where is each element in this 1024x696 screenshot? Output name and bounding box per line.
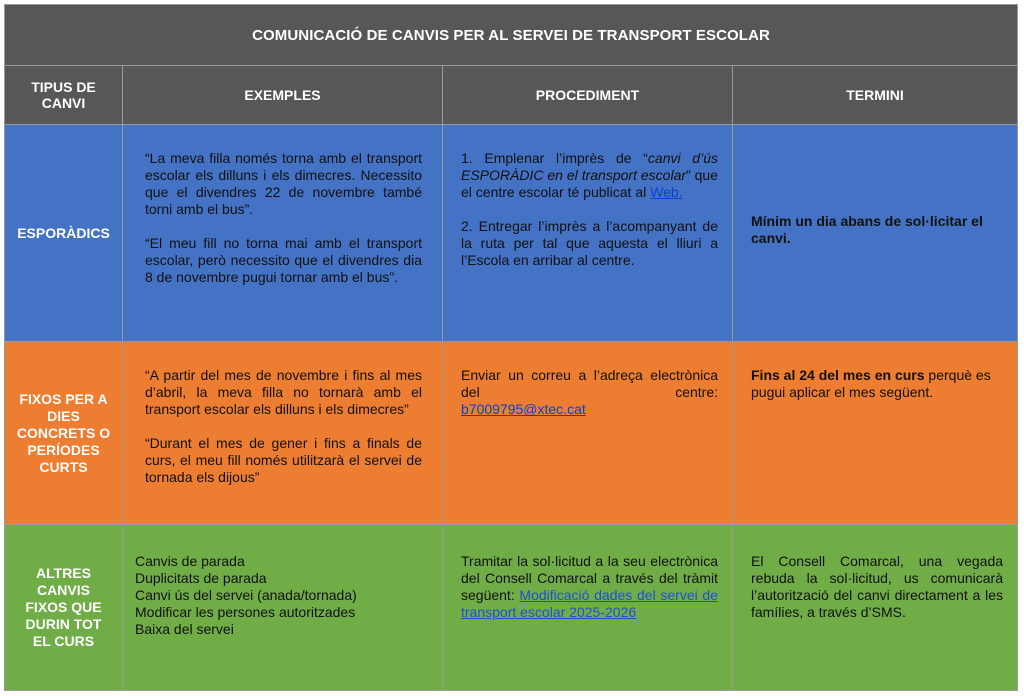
procedure-esporadics bbox=[443, 125, 733, 342]
procedure-step-1-text: 1. Emplenar l’imprès de “ bbox=[461, 150, 648, 167]
label-fixos-curts: FIXOS PER A DIES CONCRETS O PERÍODES CURTS bbox=[5, 342, 123, 524]
example-2: “Durant el mes de gener i fins a finals de curs, el meu fill només utilitzarà el servei de tornada els dijous” bbox=[145, 435, 422, 486]
example-1: “A partir del mes de novembre i fins al mes d’abril, la meva filla no tornarà amb el transport escolar els dilluns i els dimecres” bbox=[145, 367, 422, 418]
header-procediment: PROCEDIMENT bbox=[443, 66, 733, 125]
header-exemples: EXEMPLES bbox=[123, 66, 443, 125]
school-email-link[interactable]: b7009795@xtec.cat bbox=[461, 401, 586, 418]
examples-fixos-curs bbox=[123, 524, 443, 690]
label-esporadics: ESPORÀDICS bbox=[5, 125, 123, 342]
procedure-fixos-curts bbox=[443, 342, 733, 524]
list-item: Canvi ús del servei (anada/tornada) bbox=[135, 586, 357, 603]
page-title: COMUNICACIÓ DE CANVIS PER AL SERVEI DE TRANSPORT ESCOLAR bbox=[5, 5, 1018, 66]
deadline-text: El Consell Comarcal, una vegada rebuda la sol·licitud, us comunicarà l’autorització del canvi directament a les famílies, a través d’SMS. bbox=[751, 552, 1004, 620]
example-2: “El meu fill no torna mai amb el transport escolar, però necessito que el divendres dia 8 de novembre pugui tornar amb el bus”. bbox=[145, 235, 422, 286]
list-item: Modificar les persones autoritzades bbox=[135, 603, 356, 620]
procedure-fixos-curs bbox=[443, 524, 733, 690]
list-item: Duplicitats de parada bbox=[135, 569, 267, 586]
deadline-fixos-curts bbox=[733, 342, 1018, 524]
deadline-rest: perquè es pugui aplicar el mes següent. bbox=[751, 367, 991, 401]
procedure-step-1-text-end: ” que el centre escolar té publicat al bbox=[461, 167, 718, 201]
examples-fixos-curts bbox=[123, 342, 443, 524]
procedure-step-1 bbox=[461, 150, 718, 201]
deadline-esporadics bbox=[733, 125, 1018, 342]
header-tipus: TIPUS DE CANVI bbox=[5, 66, 123, 125]
tramit-link[interactable]: Modificació dades del servei de transport escolar 2025-2026 bbox=[461, 586, 718, 620]
row-fixos-curts bbox=[5, 342, 1018, 524]
procedure-step-2: 2. Entregar l’imprès a l’acompanyant de la ruta per tal que aquesta el lliuri a l’Escola en arribar al centre. bbox=[461, 218, 718, 269]
header-row bbox=[5, 66, 1018, 125]
row-fixos-curs bbox=[5, 524, 1018, 690]
deadline-fixos-curs bbox=[733, 524, 1018, 690]
row-esporadics bbox=[5, 125, 1018, 342]
deadline-bold: Fins al 24 del mes en curs bbox=[751, 367, 925, 384]
deadline-text: Mínim un dia abans de sol·licitar el canvi. bbox=[751, 213, 983, 247]
list-item: Canvis de parada bbox=[135, 552, 245, 569]
procedure-text bbox=[461, 553, 718, 621]
label-fixos-curs: ALTRES CANVIS FIXOS QUE DURIN TOT EL CURS bbox=[5, 524, 123, 690]
example-1: “La meva filla només torna amb el transport escolar els dilluns i els dimecres. Necessito que el divendres 22 de novembre també torni amb el bus”. bbox=[145, 150, 422, 218]
list-item: Baixa del servei bbox=[135, 620, 234, 637]
examples-esporadics bbox=[123, 125, 443, 342]
web-link[interactable]: Web. bbox=[650, 184, 683, 201]
procedure-form-name: canvi d’ús ESPORÀDIC en el transport escolar bbox=[461, 150, 718, 184]
procedure-text: Enviar un correu a l’adreça electrònica del centre: bbox=[461, 367, 718, 401]
procedure-text-body: Tramitar la sol·licitud a la seu electrònica del Consell Comarcal a través del tràmit següent: bbox=[461, 552, 718, 603]
transport-changes-table bbox=[4, 4, 1018, 691]
deadline-text bbox=[751, 367, 1003, 401]
header-termini: TERMINI bbox=[733, 66, 1018, 125]
